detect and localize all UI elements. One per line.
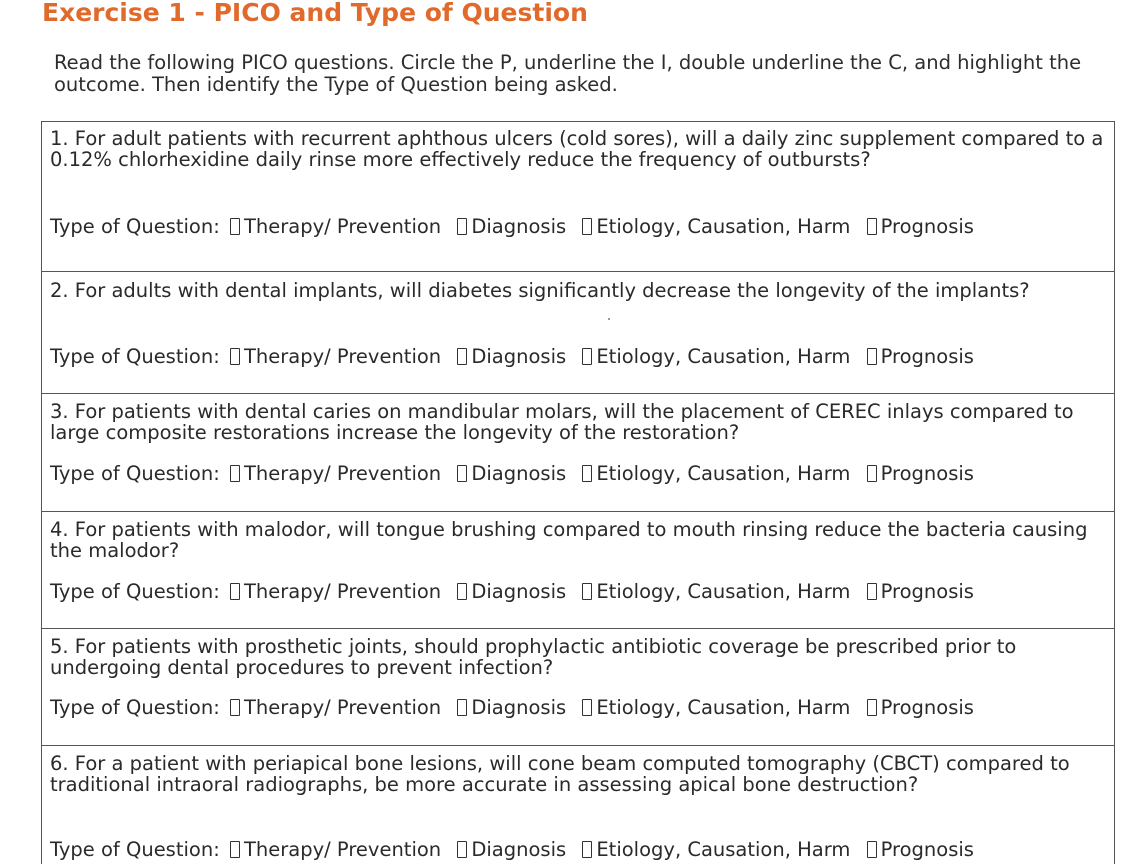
option-etiology: Etiology, Causation, Harm	[596, 345, 851, 368]
option-diagnosis: Diagnosis	[471, 696, 567, 719]
etiology-checkbox[interactable]	[582, 583, 592, 600]
prognosis-checkbox[interactable]	[867, 348, 877, 365]
option-therapy: Therapy/ Prevention	[243, 345, 442, 368]
question-text-6: 6. For a patient with periapical bone lesions, will cone beam computed tomography (CBCT) compared to traditional intraoral radiographs, be more accurate in assessing apical bone destruction?	[50, 752, 1070, 796]
question-text-3: 3. For patients with dental caries on mandibular molars, will the placement of CEREC inlays compared to large composite restorations increase the longevity of the restoration?	[50, 400, 1074, 444]
scan-speck	[608, 318, 610, 320]
diagnosis-checkbox[interactable]	[457, 699, 467, 716]
option-prognosis: Prognosis	[880, 462, 974, 485]
option-diagnosis: Diagnosis	[471, 580, 567, 603]
prognosis-checkbox[interactable]	[867, 465, 877, 482]
etiology-checkbox[interactable]	[582, 841, 592, 858]
therapy-checkbox[interactable]	[230, 465, 240, 482]
option-etiology: Etiology, Causation, Harm	[596, 462, 851, 485]
etiology-checkbox[interactable]	[582, 699, 592, 716]
option-therapy: Therapy/ Prevention	[243, 462, 442, 485]
option-etiology: Etiology, Causation, Harm	[596, 580, 851, 603]
question-box-4	[41, 511, 1115, 628]
type-of-question-row-3	[50, 463, 1108, 485]
type-of-question-row-1	[50, 216, 1108, 238]
option-therapy: Therapy/ Prevention	[243, 696, 442, 719]
option-diagnosis: Diagnosis	[471, 345, 567, 368]
option-diagnosis: Diagnosis	[471, 215, 567, 238]
etiology-checkbox[interactable]	[582, 348, 592, 365]
question-text-5: 5. For patients with prosthetic joints, should prophylactic antibiotic coverage be prescribed prior to undergoing dental procedures to prevent infection?	[50, 635, 1017, 679]
type-label: Type of Question:	[50, 696, 220, 719]
option-prognosis: Prognosis	[880, 345, 974, 368]
therapy-checkbox[interactable]	[230, 841, 240, 858]
instructions-text: Read the following PICO questions. Circle the P, underline the I, double underline the C, and highlight the outcome. Then identify the Type of Question being asked.	[54, 51, 1082, 96]
diagnosis-checkbox[interactable]	[457, 465, 467, 482]
option-prognosis: Prognosis	[880, 580, 974, 603]
option-therapy: Therapy/ Prevention	[243, 838, 442, 861]
option-therapy: Therapy/ Prevention	[243, 215, 442, 238]
type-of-question-row-6	[50, 839, 1108, 861]
diagnosis-checkbox[interactable]	[457, 218, 467, 235]
option-prognosis: Prognosis	[880, 215, 974, 238]
option-prognosis: Prognosis	[880, 838, 974, 861]
type-label: Type of Question:	[50, 462, 220, 485]
option-etiology: Etiology, Causation, Harm	[596, 215, 851, 238]
question-text-4: 4. For patients with malodor, will tongue brushing compared to mouth rinsing reduce the bacteria causing the malodor?	[50, 518, 1088, 562]
etiology-checkbox[interactable]	[582, 218, 592, 235]
type-label: Type of Question:	[50, 215, 220, 238]
diagnosis-checkbox[interactable]	[457, 583, 467, 600]
option-etiology: Etiology, Causation, Harm	[596, 696, 851, 719]
option-etiology: Etiology, Causation, Harm	[596, 838, 851, 861]
question-box-6	[41, 745, 1115, 864]
prognosis-checkbox[interactable]	[867, 218, 877, 235]
therapy-checkbox[interactable]	[230, 699, 240, 716]
type-of-question-row-5	[50, 697, 1108, 719]
type-of-question-row-2	[50, 346, 1108, 368]
prognosis-checkbox[interactable]	[867, 583, 877, 600]
type-label: Type of Question:	[50, 580, 220, 603]
diagnosis-checkbox[interactable]	[457, 841, 467, 858]
type-label: Type of Question:	[50, 838, 220, 861]
question-box-3	[41, 393, 1115, 511]
diagnosis-checkbox[interactable]	[457, 348, 467, 365]
therapy-checkbox[interactable]	[230, 348, 240, 365]
therapy-checkbox[interactable]	[230, 583, 240, 600]
prognosis-checkbox[interactable]	[867, 841, 877, 858]
question-box-2	[41, 271, 1115, 393]
type-of-question-row-4	[50, 581, 1108, 603]
etiology-checkbox[interactable]	[582, 465, 592, 482]
option-diagnosis: Diagnosis	[471, 838, 567, 861]
question-box-1	[41, 121, 1115, 271]
type-label: Type of Question:	[50, 345, 220, 368]
exercise-title: Exercise 1 - PICO and Type of Question	[42, 0, 588, 27]
prognosis-checkbox[interactable]	[867, 699, 877, 716]
question-box-5	[41, 628, 1115, 745]
option-therapy: Therapy/ Prevention	[243, 580, 442, 603]
question-text-2: 2. For adults with dental implants, will diabetes significantly decrease the longevity of the implants?	[50, 279, 1030, 302]
question-text-1: 1. For adult patients with recurrent aphthous ulcers (cold sores), will a daily zinc supplement compared to a 0.12% chlorhexidine daily rinse more effectively reduce the frequency of outbursts?	[50, 127, 1104, 171]
option-diagnosis: Diagnosis	[471, 462, 567, 485]
therapy-checkbox[interactable]	[230, 218, 240, 235]
option-prognosis: Prognosis	[880, 696, 974, 719]
